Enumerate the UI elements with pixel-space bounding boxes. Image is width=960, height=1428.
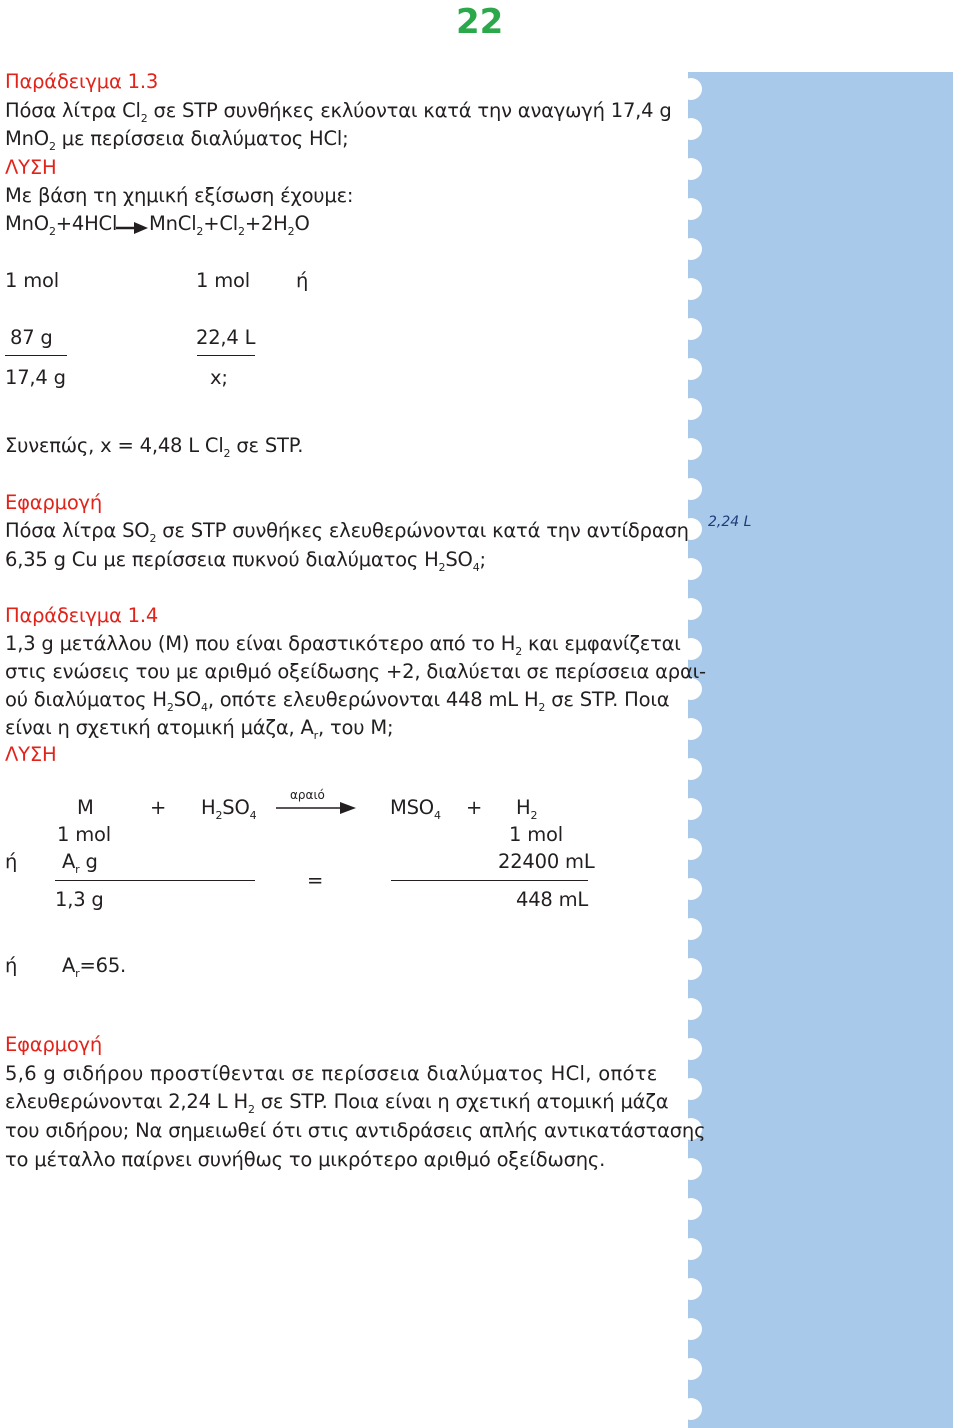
application-title: Εφαρμογή bbox=[5, 491, 103, 514]
binder-hole bbox=[680, 118, 702, 140]
binder-hole bbox=[680, 358, 702, 380]
or-word: ή bbox=[5, 954, 18, 977]
page-number: 22 bbox=[456, 2, 504, 42]
binder-hole bbox=[680, 1158, 702, 1180]
metal-symbol: M bbox=[77, 796, 94, 819]
equals-sign: = bbox=[307, 869, 324, 892]
mol-right: 1 mol bbox=[509, 823, 563, 846]
binder-hole bbox=[680, 998, 702, 1020]
acid-formula: $H_2SO_4$ bbox=[201, 796, 257, 822]
binder-hole bbox=[680, 1358, 702, 1380]
example-1-3-question-line: Πόσα λίτρα $Cl_2$ σε STP συνθήκες εκλύονται κατά την αναγωγή 17,4 g bbox=[5, 99, 672, 125]
binder-hole bbox=[680, 638, 702, 660]
reaction-condition: αραιό bbox=[290, 788, 325, 802]
binder-hole bbox=[680, 1038, 702, 1060]
salt-formula: $MSO_4$ bbox=[390, 796, 441, 822]
binder-hole bbox=[680, 598, 702, 620]
fraction-line bbox=[5, 355, 67, 356]
binder-hole bbox=[680, 78, 702, 100]
binder-hole bbox=[680, 398, 702, 420]
binder-hole bbox=[680, 838, 702, 860]
example-1-4-text-line: 1,3 g μετάλλου (Μ) που είναι δραστικότερο από το $H_2$ και εμφανίζεται bbox=[5, 632, 681, 658]
reaction-arrow-icon bbox=[276, 802, 356, 814]
fraction-line bbox=[55, 880, 255, 881]
ratio-numerator-left: 87 g bbox=[10, 326, 53, 349]
or-word: ή bbox=[296, 269, 309, 292]
hydrogen-formula: $H_2$ bbox=[516, 796, 538, 822]
ratio-denominator-right: 448 mL bbox=[516, 888, 589, 911]
ratio-denominator-left: 17,4 g bbox=[5, 366, 66, 389]
equation-reactants: MnO$_2$+4HCl bbox=[5, 212, 118, 238]
binder-hole bbox=[680, 918, 702, 940]
mol-left: 1 mol bbox=[5, 269, 59, 292]
binder-hole bbox=[680, 478, 702, 500]
fraction-line bbox=[197, 355, 255, 356]
margin-strip bbox=[688, 72, 953, 1428]
fraction-line bbox=[391, 880, 588, 881]
binder-hole bbox=[680, 198, 702, 220]
ratio-numerator-right: 22,4 L bbox=[196, 326, 256, 349]
plus-sign: + bbox=[466, 796, 483, 819]
example-1-3-title: Παράδειγμα 1.3 bbox=[5, 70, 159, 93]
binder-hole bbox=[680, 1198, 702, 1220]
ratio-denominator-right: x; bbox=[210, 366, 228, 389]
mol-right: 1 mol bbox=[196, 269, 250, 292]
solution-intro: Με βάση τη χημική εξίσωση έχουμε: bbox=[5, 184, 354, 207]
binder-hole bbox=[680, 558, 702, 580]
ratio-numerator-right: 22400 mL bbox=[498, 850, 595, 873]
application-answer: 2,24 L bbox=[708, 514, 752, 530]
reaction-arrow-icon bbox=[116, 222, 148, 234]
binder-hole bbox=[680, 318, 702, 340]
application-title: Εφαρμογή bbox=[5, 1033, 103, 1056]
binder-hole bbox=[680, 278, 702, 300]
binder-hole bbox=[680, 1278, 702, 1300]
binder-hole bbox=[680, 798, 702, 820]
application-text-line: Πόσα λίτρα $SO_2$ σε STP συνθήκες ελευθερώνονται κατά την αντίδραση bbox=[5, 519, 689, 545]
example-1-4-text-line: ού διαλύματος $H_2SO_4$, οπότε ελευθερώνονται 448 mL $H_2$ σε STP. Ποια bbox=[5, 688, 670, 714]
example-1-4-title: Παράδειγμα 1.4 bbox=[5, 604, 159, 627]
application-text-line: 5,6 g σιδήρου προστίθενται σε περίσσεια διαλύματος HCl, οπότε bbox=[5, 1062, 658, 1085]
or-word: ή bbox=[5, 850, 18, 873]
example-1-4-text-line: είναι η σχετική ατομική μάζα, $A_r$, του Μ; bbox=[5, 716, 394, 742]
mol-left: 1 mol bbox=[57, 823, 111, 846]
application-text-line: το μέταλλο παίρνει συνήθως το μικρότερο αριθμό οξείδωσης. bbox=[5, 1148, 606, 1171]
solution-label: ΛΥΣΗ bbox=[5, 743, 57, 766]
binder-hole bbox=[680, 1318, 702, 1340]
binder-hole bbox=[680, 158, 702, 180]
solution-label: ΛΥΣΗ bbox=[5, 156, 57, 179]
example-1-3-result: Συνεπώς, x = 4,48 L $Cl_2$ σε STP. bbox=[5, 434, 304, 460]
atomic-mass-grams: $A_r$ g bbox=[62, 850, 98, 876]
example-1-3-question-line: MnO$_2$ με περίσσεια διαλύματος HCl; bbox=[5, 127, 349, 153]
equation-products: $MnCl_2+Cl_2+2H_2O$ bbox=[149, 212, 310, 238]
binder-hole bbox=[680, 1078, 702, 1100]
binder-hole bbox=[680, 718, 702, 740]
ratio-denominator-left: 1,3 g bbox=[55, 888, 104, 911]
application-text-line: 6,35 g Cu με περίσσεια πυκνού διαλύματος $H_2SO_4$; bbox=[5, 548, 486, 574]
binder-hole bbox=[680, 878, 702, 900]
binder-hole bbox=[680, 958, 702, 980]
binder-hole bbox=[680, 1398, 702, 1420]
plus-sign: + bbox=[150, 796, 167, 819]
example-1-4-result: $A_r=65$. bbox=[62, 954, 127, 980]
example-1-4-text-line: στις ενώσεις του με αριθμό οξείδωσης +2, διαλύεται σε περίσσεια αραι- bbox=[5, 660, 706, 683]
application-text-line: ελευθερώνονται 2,24 L $H_2$ σε STP. Ποια είναι η σχετική ατομική μάζα bbox=[5, 1090, 669, 1116]
binder-hole bbox=[680, 1238, 702, 1260]
application-text-line: του σιδήρου; Να σημειωθεί ότι στις αντιδράσεις απλής αντικατάστασης bbox=[5, 1119, 706, 1142]
binder-hole bbox=[680, 438, 702, 460]
binder-hole bbox=[680, 758, 702, 780]
binder-hole bbox=[680, 238, 702, 260]
